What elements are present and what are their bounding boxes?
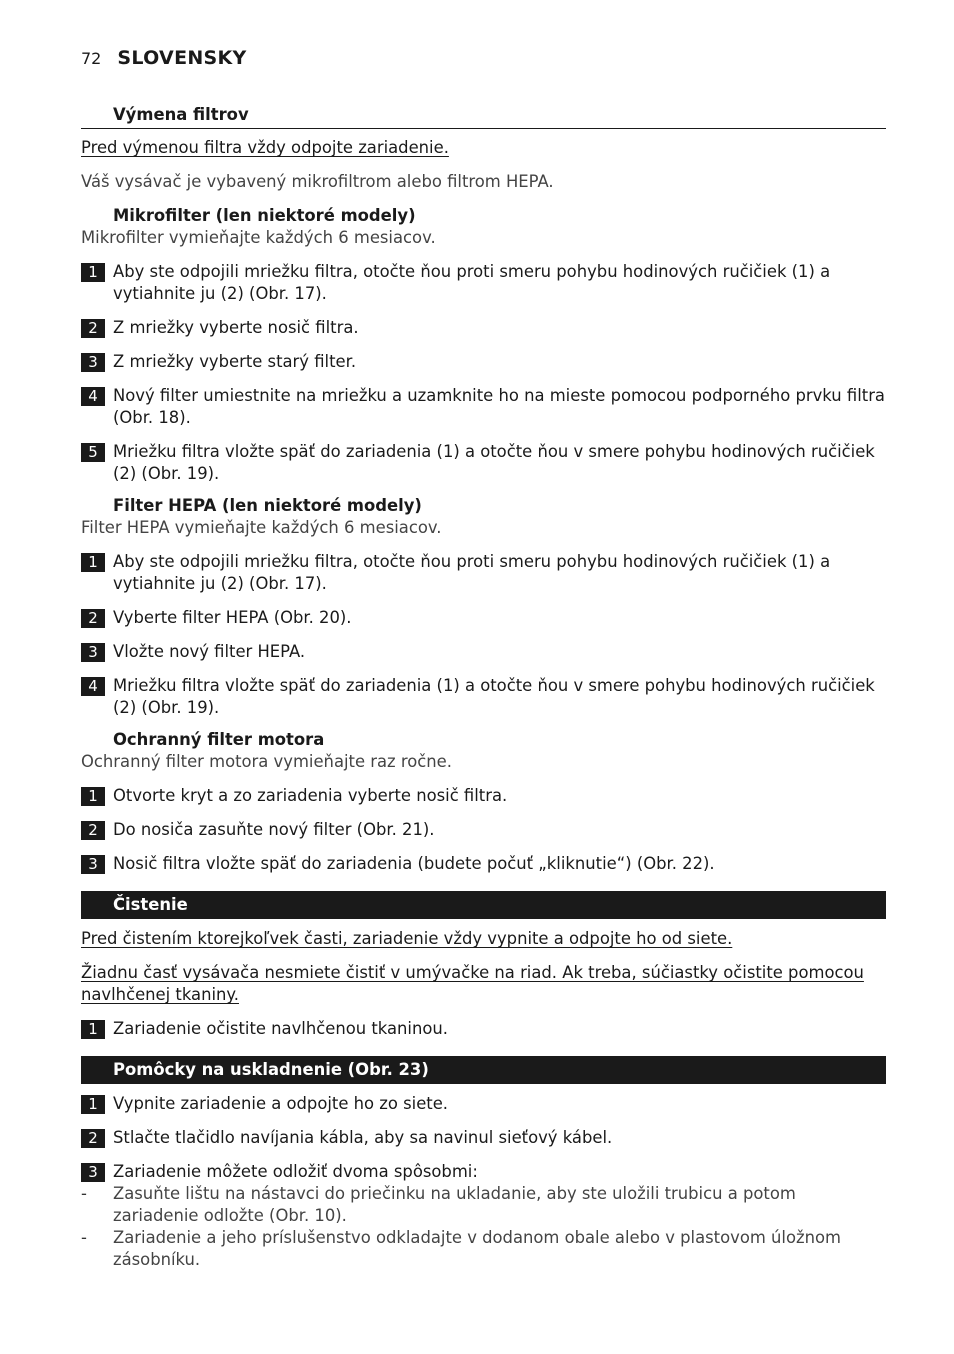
motor-filter-heading: Ochranný filter motora xyxy=(113,730,325,749)
step-text: Zariadenie očistite navlhčenou tkaninou. xyxy=(113,1019,448,1038)
step-text: Do nosiča zasuňte nový filter (Obr. 21). xyxy=(113,820,435,839)
step-text: Otvorte kryt a zo zariadenia vyberte nosič filtra. xyxy=(113,786,508,805)
microfilter-intro: Mikrofilter vymieňajte každých 6 mesiacov. xyxy=(81,228,436,247)
step-item xyxy=(81,1093,886,1115)
step-item xyxy=(81,819,886,841)
dash-bullet: - xyxy=(81,1184,87,1203)
step-number: 4 xyxy=(81,387,105,406)
step-number: 1 xyxy=(81,263,105,282)
cleaning-warning-unplug: Pred čistením ktorejkoľvek časti, zariadenie vždy vypnite a odpojte ho od siete. xyxy=(81,929,733,948)
step-item xyxy=(81,1018,886,1040)
step-text: Vyberte filter HEPA (Obr. 20). xyxy=(113,608,352,627)
list-item xyxy=(81,1227,886,1271)
motor-filter-intro: Ochranný filter motora vymieňajte raz ročne. xyxy=(81,752,452,771)
step-number: 3 xyxy=(81,855,105,874)
step-number: 2 xyxy=(81,319,105,338)
step-text: Aby ste odpojili mriežku filtra, otočte ňou proti smeru pohybu hodinových ručičiek (1) a vytiahnite ju (2) (Obr. 17). xyxy=(113,262,831,303)
step-number: 1 xyxy=(81,1020,105,1039)
step-number: 1 xyxy=(81,553,105,572)
section-title-cleaning: Čistenie xyxy=(81,891,886,919)
microfilter-heading: Mikrofilter (len niektoré modely) xyxy=(113,206,416,225)
step-item xyxy=(81,1127,886,1149)
hepa-steps xyxy=(81,551,886,719)
hepa-heading: Filter HEPA (len niektoré modely) xyxy=(113,496,422,515)
step-text: Mriežku filtra vložte späť do zariadenia (1) a otočte ňou v smere pohybu hodinových ručičiek (2) (Obr. 19). xyxy=(113,676,875,717)
step-number: 2 xyxy=(81,1129,105,1148)
dash-bullet: - xyxy=(81,1228,87,1247)
step-item xyxy=(81,675,886,719)
step-item xyxy=(81,853,886,875)
filters-intro: Váš vysávač je vybavený mikrofiltrom alebo filtrom HEPA. xyxy=(81,172,554,191)
step-item xyxy=(81,385,886,429)
step-number: 4 xyxy=(81,677,105,696)
cleaning-steps xyxy=(81,1018,886,1040)
step-text: Zariadenie môžete odložiť dvoma spôsobmi: xyxy=(113,1162,478,1181)
step-text: Aby ste odpojili mriežku filtra, otočte ňou proti smeru pohybu hodinových ručičiek (1) a vytiahnite ju (2) (Obr. 17). xyxy=(113,552,831,593)
step-item xyxy=(81,317,886,339)
step-item xyxy=(81,641,886,663)
motor-filter-steps xyxy=(81,785,886,875)
section-title-storage: Pomôcky na uskladnenie (Obr. 23) xyxy=(81,1056,886,1084)
storage-options xyxy=(81,1183,886,1271)
step-number: 1 xyxy=(81,787,105,806)
step-number: 3 xyxy=(81,643,105,662)
section-title-filters: Výmena filtrov xyxy=(81,104,886,129)
option-text: Zariadenie a jeho príslušenstvo odkladajte v dodanom obale alebo v plastovom úložnom zásobníku. xyxy=(113,1228,841,1269)
page-number: 72 xyxy=(81,49,102,68)
step-number: 3 xyxy=(81,1163,105,1182)
step-item xyxy=(81,351,886,373)
page-header xyxy=(81,47,247,69)
cleaning-warning-dishwasher: Žiadnu časť vysávača nesmiete čistiť v umývačke na riad. Ak treba, súčiastky očistite pomocou navlhčenej tkaniny. xyxy=(81,963,864,1004)
hepa-intro: Filter HEPA vymieňajte každých 6 mesiacov. xyxy=(81,518,442,537)
list-item xyxy=(81,1183,886,1227)
page-content xyxy=(81,104,886,1271)
storage-steps xyxy=(81,1093,886,1183)
step-item xyxy=(81,261,886,305)
filters-warning: Pred výmenou filtra vždy odpojte zariadenie. xyxy=(81,138,449,157)
step-text: Z mriežky vyberte starý filter. xyxy=(113,352,357,371)
microfilter-steps xyxy=(81,261,886,485)
option-text: Zasuňte lištu na nástavci do priečinku na ukladanie, aby ste uložili trubicu a potom zariadenie odložte (Obr. 10). xyxy=(113,1184,796,1225)
step-item xyxy=(81,785,886,807)
step-number: 3 xyxy=(81,353,105,372)
step-text: Nový filter umiestnite na mriežku a uzamknite ho na mieste pomocou podporného prvku filtra (Obr. 18). xyxy=(113,386,885,427)
step-text: Stlačte tlačidlo navíjania kábla, aby sa navinul sieťový kábel. xyxy=(113,1128,613,1147)
step-item xyxy=(81,1161,886,1183)
step-number: 5 xyxy=(81,443,105,462)
step-number: 2 xyxy=(81,609,105,628)
step-number: 1 xyxy=(81,1095,105,1114)
step-item xyxy=(81,607,886,629)
step-text: Z mriežky vyberte nosič filtra. xyxy=(113,318,359,337)
step-text: Vypnite zariadenie a odpojte ho zo siete. xyxy=(113,1094,449,1113)
step-text: Vložte nový filter HEPA. xyxy=(113,642,306,661)
step-item xyxy=(81,441,886,485)
step-text: Nosič filtra vložte späť do zariadenia (budete počuť „kliknutie“) (Obr. 22). xyxy=(113,854,715,873)
step-item xyxy=(81,551,886,595)
language-label: SLOVENSKY xyxy=(117,47,247,69)
step-text: Mriežku filtra vložte späť do zariadenia (1) a otočte ňou v smere pohybu hodinových ručičiek (2) (Obr. 19). xyxy=(113,442,875,483)
step-number: 2 xyxy=(81,821,105,840)
